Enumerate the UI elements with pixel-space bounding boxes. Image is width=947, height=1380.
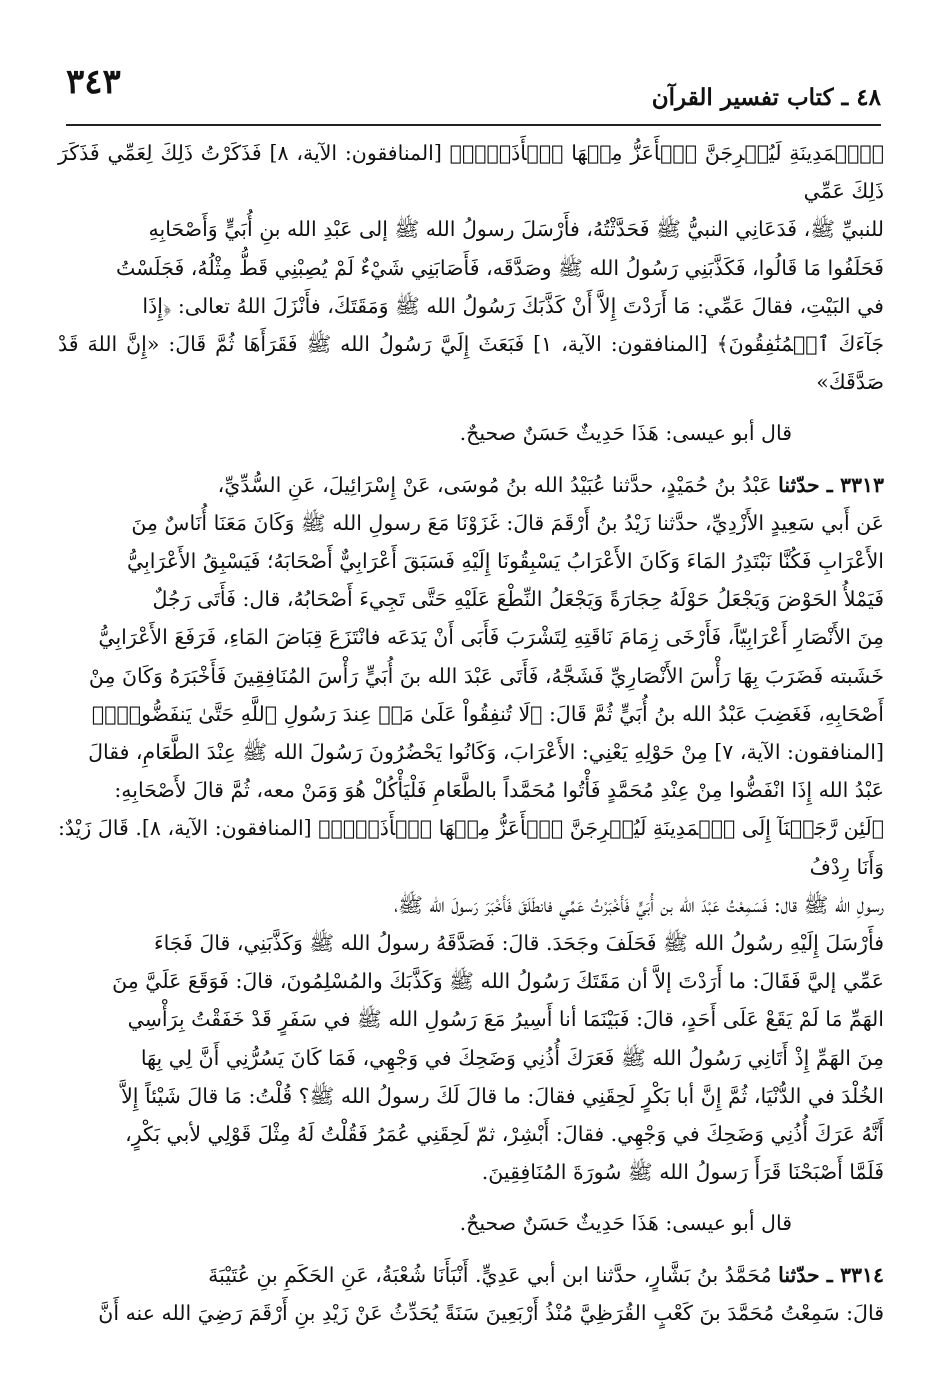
text-line: جَآءَكَ ٱلۡمُنَٰفِقُونَ﴾ [المنافقون: الآية، ١] فَبَعَثَ إِلَيَّ رَسُولُ الله ﷺ فَقَرَأَهَا ثُمَّ قَالَ: «إِنَّ اللهَ قَدْ صَدَّقَكَ»: [58, 332, 884, 395]
text-line: فَحَلَفُوا مَا قَالُوا، فَكَذَّبَنِي رَسُولُ الله ﷺ وصَدَّقَه، فَأَصَابَنِي شَيْءٌ لَمْ يُصِبْنِي قَطُّ مِثْلُهُ، فَجَلَسْتُ: [116, 255, 884, 280]
text-line: عَمِّي إليَّ فَقَالَ: ما أَرَدْتَ إلاَّ أن مَقَتَكَ رَسُولُ الله ﷺ وَكَذَّبَكَ والمُسْلِمُونَ، قالَ: فَوَقَعَ عَلَيَّ مِنَ: [112, 969, 884, 994]
text-line: الخُلْدَ في الدُّنْيَا، ثُمَّ إِنَّ أبا بَكْرٍ لَحِقَنِي فقالَ: ما قالَ لَكَ رسولُ الله ﷺ؟ قُلْتُ: مَا قالَ شَيْئاً إِلاَّ: [121, 1083, 884, 1108]
text-line: مِنَ الأَنْصَارِ أَعْرَابِيّاً، فَأَرْخَى زِمَامَ نَاقَتِهِ لِتَشْرَبَ فَأَبَى أَنْ يَدَعَه فانْتَزَعَ قِبَاضَ المَاءِ، فَرَفَعَ الأَعْرَابِيُّ: [98, 625, 884, 650]
text-line: خَشَبته فَضَرَبَ بِهَا رَأْسَ الأَنْصَارِيِّ فَشَجَّهُ، فَأَتَى عَبْدَ الله بنَ أُبَيٍّ رَأْسَ المُنَافِقِينَ فَأَخْبَرَهُ وَكَانَ مِنْ: [88, 663, 884, 688]
text-line: أَصْحَابِهِ، فَغَضِبَ عَبْدُ الله بنُ أُبَيٍّ ثُمَّ قَالَ: ﴿لَا تُنفِقُواْ عَلَىٰ مَنۡ عِندَ رَسُولِ ٱللَّهِ حَتَّىٰ يَنفَضُّواْۗ﴾: [91, 701, 884, 726]
text-line: أَنَّهُ عَرَكَ أُذُنِي وَضَحِكَ في وَجْهِي. فقالَ: أَبْشِرْ، ثمّ لَحِقَنِي عُمَرُ فَقُلْتُ لَهُ مِثْلَ قَوْلِي لأبي بَكْرٍ،: [125, 1122, 884, 1147]
hadith-3313: [58, 466, 884, 1243]
text-line: مِنَ الهَمِّ إِذْ أَتَانِي رَسُولُ الله ﷺ فَعَرَكَ أُذُنِي وَضَحِكَ في وَجْهِي، فَمَا كَانَ يَسُرُّنِي أَنَّ لِي بِهَا: [140, 1045, 884, 1070]
page-number: ٣٤٣: [66, 62, 121, 102]
text-line: مُحَمَّدُ بنُ بَشَّارٍ، حدَّثنا ابن أبي عَدِيٍّ. أَنْبَأَنَا شُعْبَةُ، عَنِ الحَكَمِ بنِ عُتَيْبَةَ: [208, 1262, 772, 1287]
text-line: عَبْدُ بنُ حُمَيْدٍ، حدَّثنا عُبَيْدُ الله بنُ مُوسَى، عَنْ إِسْرَائِيلَ، عَنِ السُّدِّيِّ،: [217, 472, 772, 497]
text-line: عَبْدُ الله إِذَا انْفَضُّوا مِنْ عِنْدِ مُحَمَّدٍ فَأْتُوا مُحَمَّداً بالطَّعَامِ فَلْيَأْكُلْ هُوَ وَمَنْ معه، ثُمَّ قالَ لأَصْحَابِهِ:: [114, 778, 884, 803]
hadith-opening-line: [58, 466, 884, 504]
text-line: قالَ: سَمِعْتُ مُحَمَّدَ بنَ كَعْبٍ القُرَظِيَّ مُنْذُ أَرْبَعِينَ سَنَةً يُحَدِّثُ عَنْ زَيْدِ بنِ أَرْقَمَ رَضِيَ الله عنه أَنَّ: [98, 1300, 884, 1325]
hadith-3314: [58, 1256, 884, 1332]
grading-verdict: قال أبو عيسى: هَذَا حَدِيثٌ حَسَنٌ صحيحٌ.: [459, 421, 792, 446]
text-line: رسولِ الله ﷺ قال: فَسَمِعْتُ عَبْدَ الله بن أُبَيٍّ فَأَخْبَرْتُ عَمِّي فانطَلَقَ فَأَخْبَرَ رَسولَ الله ﷺ،: [394, 892, 884, 917]
text-line: للنبيِّ ﷺ، فَدَعَانِي النبيُّ ﷺ فَحَدَّثْتُهُ، فأَرْسَلَ رسولُ الله ﷺ إلى عَبْدِ الله بنِ أُبَيٍّ وَأَصْحَابِهِ: [148, 217, 884, 242]
text-line: ﴿لَئِن رَّجَعۡنَآ إِلَى ٱلۡمَدِينَةِ لَيُخۡرِجَنَّ ٱلۡأَعَزُّ مِنۡهَا ٱلۡأَذَلَّۚ﴾ [المنافقون: الآية، ٨]. قَالَ زَيْدٌ: وَأَنَا رِدْفُ: [58, 816, 884, 879]
text-line: عَن أَبي سَعِيدٍ الأَزْدِيِّ، حدَّثنا زَيْدُ بنُ أَرْقَمَ قالَ: غَزَوْنَا مَعَ رسولِ الله ﷺ وَكَانَ مَعَنَا أُنَاسٌ مِنَ: [131, 510, 884, 535]
text-line: ﴿ٱلۡمَدِينَةِ لَيُخۡرِجَنَّ ٱلۡأَعَزُّ مِنۡهَا ٱلۡأَذَلَّۚ﴾ [المنافقون: الآية، ٨] فَذَكَرْتُ ذَلِكَ لِعَمِّي فَذَكَرَ ذَلِكَ عَمِّي: [58, 141, 884, 204]
text-line: في البَيْتِ، فقالَ عَمِّي: مَا أَرَدْتَ إِلاَّ أَنْ كَذَّبَكَ رَسُولُ الله ﷺ وَمَقَتَكَ، فأَنْزَلَ اللهُ تعالى: ﴿إِذَا: [142, 293, 884, 318]
text-line: الأَعْرَابِ فَكُنَّا نَبْتَدِرُ المَاءَ وَكَانَ الأَعْرَابُ يَسْبِقُونَا إِلَيْهِ فَسَبَقَ أَعْرَابِيٌّ أَصْحَابَهُ؛ فَيَسْبِقُ الأَعْرَابِيُّ: [126, 549, 884, 574]
header-rule: [66, 124, 881, 126]
page-header: [66, 62, 881, 120]
grading-verdict: قال أبو عيسى: هَذَا حَدِيثٌ حَسَنٌ صحيحٌ.: [459, 1211, 792, 1236]
running-title: ٤٨ ـ كتاب تفسير القرآن: [651, 84, 881, 111]
hadith-number: ٣٣١٤ ـ حدّثنا: [778, 1262, 884, 1287]
text-line: فأَرْسَلَ إِلَيْهِ رسُولُ الله ﷺ فَحَلَفَ وجَحَدَ. قالَ: فَصَدَّقَهُ رسولُ الله ﷺ وَكَذَّبَنِي، قالَ فَجَاءَ: [153, 931, 884, 956]
text-line: الهَمِّ مَا لَمْ يَقَعْ عَلَى أَحَدٍ، قالَ: فَبَيْنَمَا أنا أَسِيرُ مَعَ رَسُولِ الله ﷺ في سَفَرٍ قَدْ خَفَقْتُ بِرَأْسِي: [127, 1007, 884, 1032]
text-line: [المنافقون: الآية، ٧] مِنْ حَوْلِهِ يَعْنِي: الأَعْرَابَ، وَكَانُوا يَحْضُرُونَ رَسُولَ الله ﷺ عِنْدَ الطَّعَامِ، فقالَ: [88, 740, 884, 765]
continuation-passage: [58, 134, 884, 453]
hadith-opening-line: [58, 1256, 884, 1294]
hadith-number: ٣٣١٣ ـ حدّثنا: [778, 472, 884, 497]
text-line: فَيَمْلأُ الحَوْضَ وَيَجْعَلُ حَوْلَهُ حِجَارَةً وَيَجْعَلُ النِّطْعَ عَلَيْهِ حَتَّى تَجِيءَ أَصْحَابُهُ، قال: فَأَتَى رَجُلٌ: [152, 587, 884, 612]
body-text: [58, 134, 884, 1332]
text-line: فَلَمَّا أَصْبَحْنَا قَرَأَ رَسولُ الله ﷺ سُورَةَ المُنَافِقِينَ.: [481, 1160, 884, 1185]
